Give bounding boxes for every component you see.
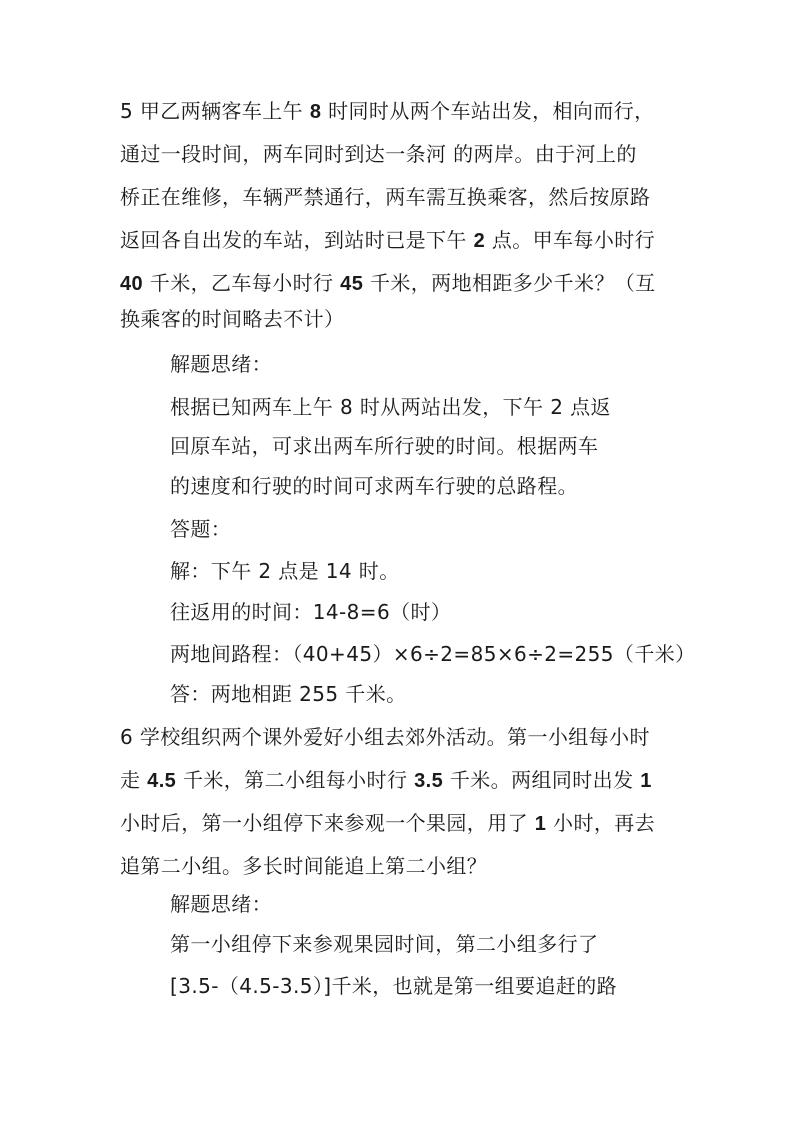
problem-5-solution-line-4: 答：两地相距 255 千米。 [170, 682, 407, 706]
problem-6-line-3: 小时后，第一小组停下来参观一个果园，用了 1 小时，再去 [120, 811, 656, 835]
problem-6-thinking-line-2: [3.5-（4.5-3.5）]千米，也就是第一组要追赶的路 [170, 974, 618, 998]
problem-6-thinking-line-1: 第一小组停下来参观果园时间，第二小组多行了 [170, 932, 599, 956]
problem-5-thinking-line-2: 回原车站，可求出两车所行驶的时间。根据两车 [170, 434, 599, 458]
problem-5-line-1: 5 甲乙两辆客车上午 8 时同时从两个车站出发，相向而行， [120, 99, 655, 123]
problem-5-solution-line-1: 解：下午 2 点是 14 时。 [170, 559, 400, 583]
problem-5-line-6: 换乘客的时间略去不计） [120, 307, 345, 331]
problem-5-line-3: 桥正在维修，车辆严禁通行，两车需互换乘客，然后按原路 [120, 185, 651, 209]
problem-5-answer-label: 答题： [170, 517, 232, 541]
problem-6-line-2: 走 4.5 千米，第二小组每小时行 3.5 千米。两组同时出发 1 [120, 768, 652, 792]
problem-5-thinking-label: 解题思绪： [170, 352, 272, 376]
problem-5-line-2: 通过一段时间，两车同时到达一条河 的两岸。由于河上的 [120, 142, 637, 166]
problem-6-line-4: 追第二小组。多长时间能追上第二小组？ [120, 854, 488, 878]
problem-5-line-4: 返回各自出发的车站，到站时已是下午 2 点。甲车每小时行 [120, 228, 656, 252]
problem-5-thinking-line-3: 的速度和行驶的时间可求两车行驶的总路程。 [170, 474, 578, 498]
problem-5-thinking-line-1: 根据已知两车上午 8 时从两站出发，下午 2 点返 [170, 395, 611, 419]
problem-6-thinking-label: 解题思绪： [170, 892, 272, 916]
problem-5-line-5: 40 千米，乙车每小时行 45 千米，两地相距多少千米？（互 [120, 271, 656, 295]
problem-5-solution-line-2: 往返用的时间：14-8=6（时） [170, 600, 452, 624]
problem-5-solution-line-3: 两地间路程：（40+45）×6÷2=85×6÷2=255（千米） [170, 642, 696, 666]
problem-6-line-1: 6 学校组织两个课外爱好小组去郊外活动。第一小组每小时 [120, 725, 650, 749]
